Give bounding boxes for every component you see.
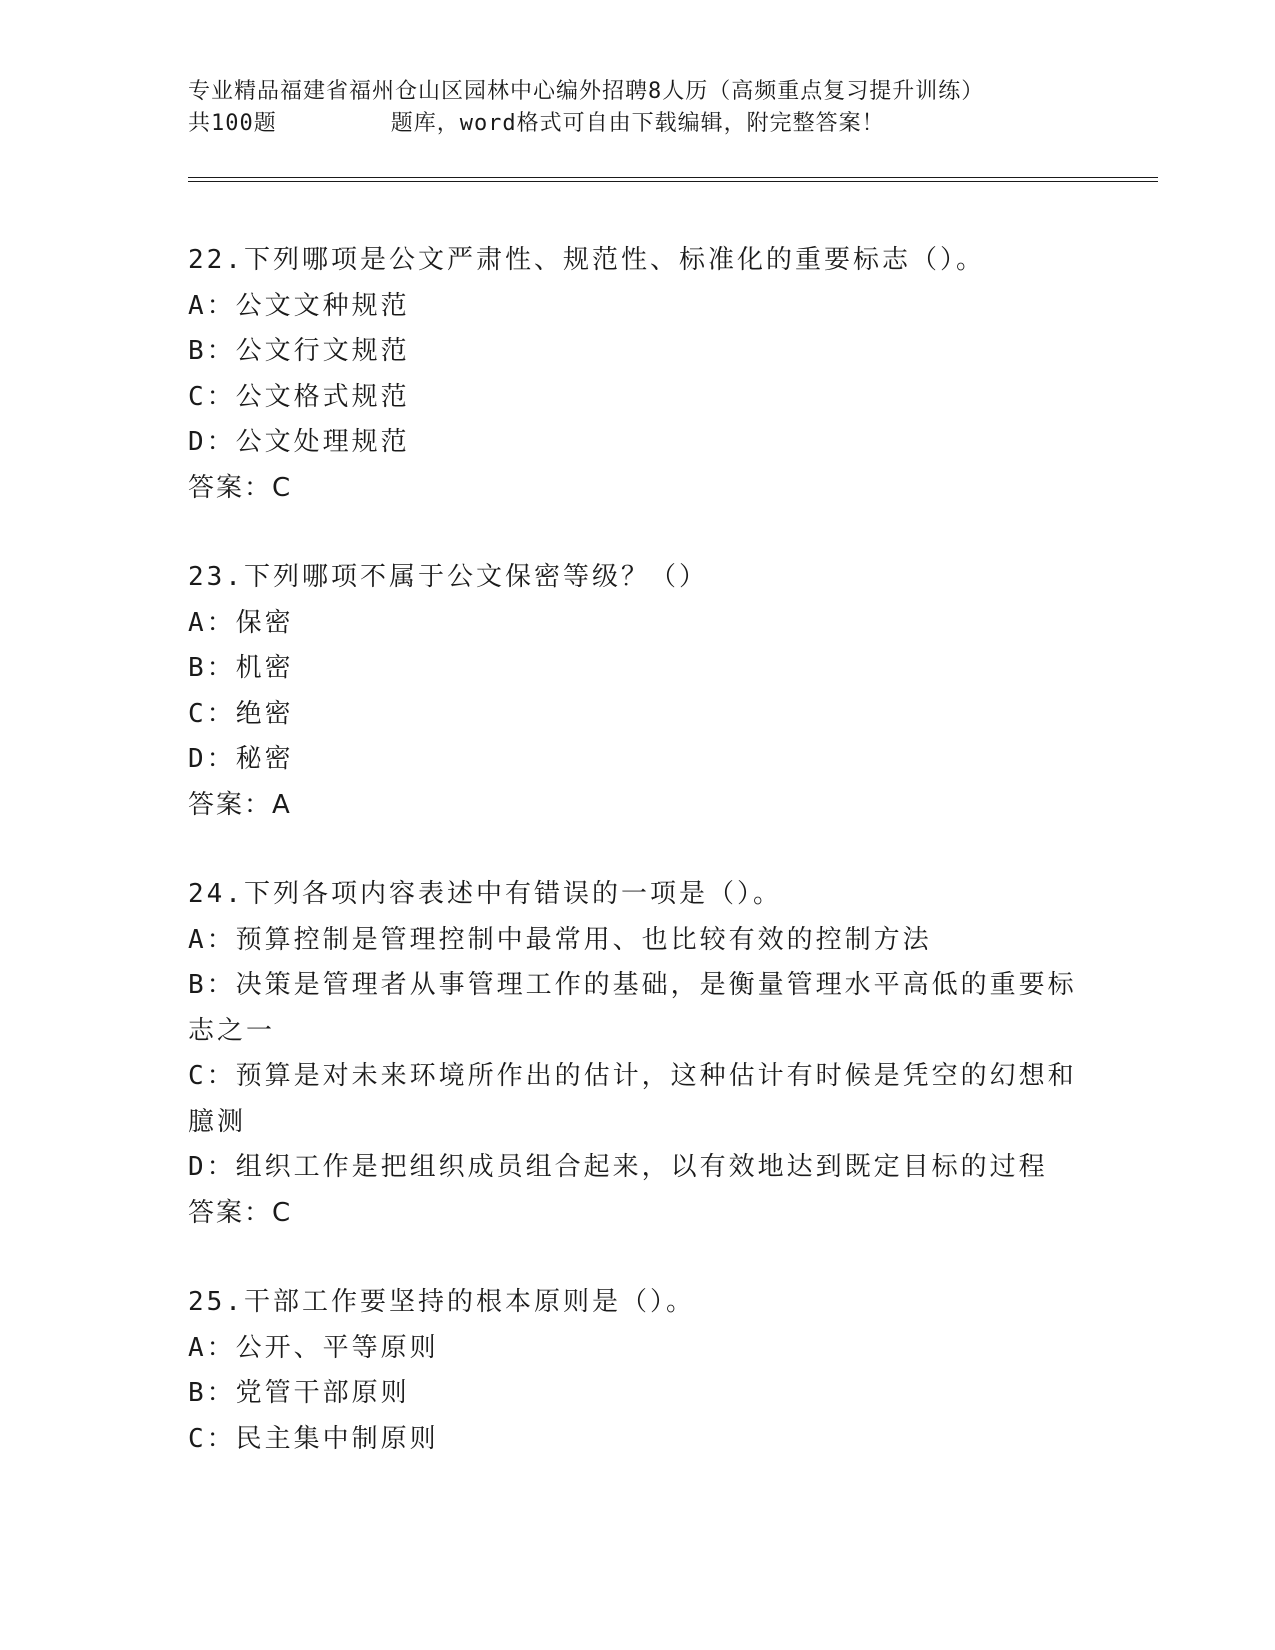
option-b: B：决策是管理者从事管理工作的基础，是衡量管理水平高低的重要标志之一 [188,970,1077,1046]
header-divider-top [188,177,1158,178]
question-list [188,238,1088,1506]
question-22 [188,238,1088,511]
option-a: A：公开、平等原则 [188,1332,439,1363]
question-stem: 24.下列各项内容表述中有错误的一项是（）。 [188,879,782,909]
question-23 [188,555,1088,828]
option-a: A：预算控制是管理控制中最常用、也比较有效的控制方法 [188,924,932,955]
option-c: C：公文格式规范 [188,381,410,412]
answer-line: 答案：C [188,1197,293,1228]
question-stem: 23.下列哪项不属于公文保密等级？（） [188,562,708,592]
question-stem: 25.干部工作要坚持的根本原则是（）。 [188,1287,695,1317]
option-a: A：公文文种规范 [188,290,410,321]
question-24 [188,872,1088,1236]
header-title-line: 专业精品福建省福州仓山区园林中心编外招聘8人历（高频重点复习提升训练） [188,79,985,104]
option-d: D：公文处理规范 [188,427,410,457]
option-b: B：机密 [188,653,294,683]
option-d: D：组织工作是把组织成员组合起来，以有效地达到既定目标的过程 [188,1152,1048,1182]
question-25 [188,1280,1088,1462]
question-stem: 22.下列哪项是公文严肃性、规范性、标准化的重要标志（）。 [188,245,985,275]
option-c: C：预算是对未来环境所作出的估计，这种估计有时候是凭空的幻想和臆测 [188,1061,1077,1137]
answer-line: 答案：A [188,789,292,820]
option-c: C：绝密 [188,698,294,729]
option-c: C：民主集中制原则 [188,1423,439,1454]
header-divider-bottom [188,181,1158,182]
option-b: B：党管干部原则 [188,1378,410,1408]
answer-line: 答案：C [188,472,293,503]
header-subtitle-line: 共100题 题库，word格式可自由下载编辑，附完整答案！ [188,111,885,136]
option-b: B：公文行文规范 [188,336,410,366]
option-a: A：保密 [188,607,294,638]
document-header [188,76,1148,140]
option-d: D：秘密 [188,744,294,774]
